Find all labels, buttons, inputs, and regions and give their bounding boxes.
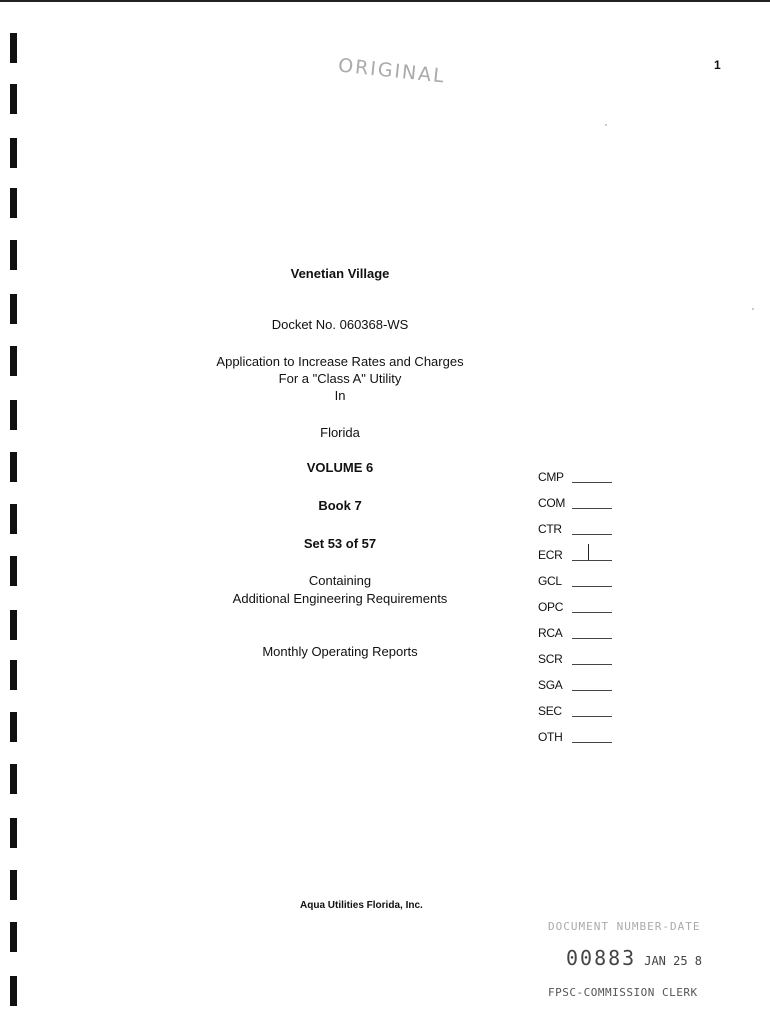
routing-code: SGA: [538, 678, 563, 692]
routing-blank: [572, 600, 612, 613]
book-label: Book 7: [318, 498, 362, 513]
document-number: 00883: [566, 946, 637, 970]
routing-blank: [572, 496, 612, 509]
binder-hole: [10, 452, 17, 482]
routing-row: [538, 600, 638, 626]
original-stamp: ORIGINAL: [337, 54, 447, 88]
binder-hole: [10, 400, 17, 430]
routing-row: [538, 574, 638, 600]
routing-code: ECR: [538, 548, 563, 562]
binder-hole: [10, 504, 17, 534]
routing-code: OTH: [538, 730, 563, 744]
binder-hole: [10, 556, 17, 586]
containing-subject: Additional Engineering Requirements: [232, 591, 448, 606]
routing-row: [538, 496, 638, 522]
top-border: [0, 0, 770, 2]
document-title: Venetian Village: [290, 266, 390, 281]
routing-row: [538, 730, 638, 756]
routing-code: CTR: [538, 522, 562, 536]
routing-code: SCR: [538, 652, 563, 666]
routing-blank: [572, 678, 612, 691]
binder-hole: [10, 922, 17, 952]
binder-hole: [10, 33, 17, 63]
document-date: JAN 25 8: [644, 954, 703, 968]
binder-hole: [10, 84, 17, 114]
routing-blank: [572, 730, 612, 743]
containing-label: Containing: [308, 573, 372, 588]
routing-blank: [572, 652, 612, 665]
routing-row: [538, 548, 638, 574]
routing-blank: [572, 470, 612, 483]
set-label: Set 53 of 57: [303, 536, 377, 551]
routing-blank: [572, 522, 612, 535]
page-number: 1: [714, 58, 721, 72]
clerk-stamp-footer: FPSC-COMMISSION CLERK: [548, 986, 698, 999]
binder-hole: [10, 294, 17, 324]
routing-row: [538, 470, 638, 496]
scan-speck: [752, 308, 754, 310]
check-mark: [588, 544, 589, 560]
binder-hole: [10, 610, 17, 640]
application-line-2: For a "Class A" Utility: [278, 371, 402, 386]
application-line-3: In: [334, 388, 346, 403]
docket-number: Docket No. 060368-WS: [271, 317, 409, 332]
routing-code: CMP: [538, 470, 564, 484]
routing-blank: [572, 548, 612, 561]
routing-row: [538, 652, 638, 678]
volume-label: VOLUME 6: [306, 460, 374, 475]
state-name: Florida: [320, 425, 360, 440]
binder-hole: [10, 712, 17, 742]
clerk-stamp-header: DOCUMENT NUMBER-DATE: [548, 920, 701, 933]
routing-code: SEC: [538, 704, 562, 718]
binder-hole: [10, 976, 17, 1006]
routing-blank: [572, 626, 612, 639]
binder-hole: [10, 346, 17, 376]
binder-hole: [10, 660, 17, 690]
routing-code: GCL: [538, 574, 562, 588]
binder-hole: [10, 240, 17, 270]
routing-blank: [572, 574, 612, 587]
routing-row: [538, 626, 638, 652]
routing-code: RCA: [538, 626, 563, 640]
company-name: Aqua Utilities Florida, Inc.: [300, 900, 423, 911]
routing-blank: [572, 704, 612, 717]
application-line-1: Application to Increase Rates and Charges: [216, 354, 464, 369]
binder-hole: [10, 870, 17, 900]
routing-code: COM: [538, 496, 566, 510]
clerk-stamp-number: [566, 946, 702, 970]
routing-row: [538, 704, 638, 730]
binder-hole: [10, 818, 17, 848]
binder-hole: [10, 188, 17, 218]
binder-hole: [10, 138, 17, 168]
scan-speck: [605, 124, 607, 126]
routing-list: [538, 470, 638, 756]
routing-code: OPC: [538, 600, 564, 614]
routing-row: [538, 678, 638, 704]
reports-label: Monthly Operating Reports: [262, 644, 418, 659]
binder-hole: [10, 764, 17, 794]
